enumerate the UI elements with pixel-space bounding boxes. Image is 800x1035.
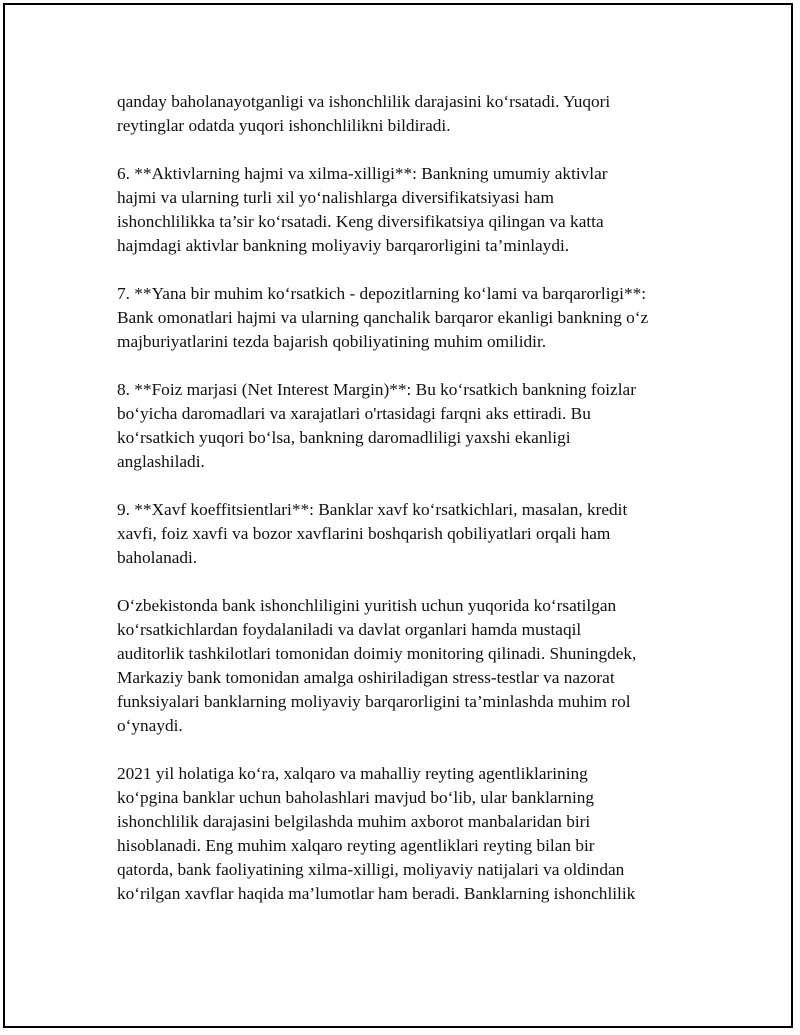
paragraph-assets-size-diversity: 6. **Aktivlarning hajmi va xilma-xilligi**: Bankning umumiy aktivlar hajmi va ularning turli xil yo‘nalishlarga diversifikatsiyasi ham ishonchlilikka ta’sir ko‘rsatadi. Keng diversifikatsiya qilingan va katta hajmdagi aktivlar bankning moliyaviy barqarorligini ta’minlaydi. [117,164,608,255]
paragraph-uzbekistan-monitoring: O‘zbekistonda bank ishonchliligini yuritish uchun yuqorida ko‘rsatilgan ko‘rsatkichlardan foydalaniladi va davlat organlari hamda mustaqil auditorlik tashkilotlari tomonidan doimiy monitoring qilinadi. Shuningdek, Markaziy bank tomonidan amalga oshiriladigan stress-testlar va nazorat funksiyalari banklarning moliyaviy barqarorligini ta’minlashda muhim rol o‘ynaydi. [117,596,637,735]
paragraph-rating-agencies-2021: 2021 yil holatiga ko‘ra, xalqaro va mahalliy reyting agentliklarining ko‘pgina banklar uchun baholashlari mavjud bo‘lib, ular banklarning ishonchlilik darajasini belgilashda muhim axborot manbalaridan biri hisoblanadi. Eng muhim xalqaro reyting agentliklari reyting bilan bir qatorda, bank faoliyatining xilma-xilligi, moliyaviy natijalari va oldindan ko‘rilgan xavflar haqida ma’lumotlar ham beradi. Banklarning ishonchlilik [117,764,636,903]
paragraph-risk-coefficients: 9. **Xavf koeffitsientlari**: Banklar xavf ko‘rsatkichlari, masalan, kredit xavfi, foiz xavfi va bozor xavflarini boshqarish qobiliyatlari orqali ham baholanadi. [117,500,628,567]
paragraph-deposits-stability: 7. **Yana bir muhim ko‘rsatkich - depozitlarning ko‘lami va barqarorligi**: Bank omonatlari hajmi va ularning qanchalik barqaror ekanligi bankning o‘z majburiyatlarini tezda bajarish qobiliyatining muhim omilidir. [117,284,649,351]
paragraph-net-interest-margin: 8. **Foiz marjasi (Net Interest Margin)**: Bu ko‘rsatkich bankning foizlar bo‘yicha daromadlari va xarajatlari o'rtasidagi farqni aks ettiradi. Bu ko‘rsatkich yuqori bo‘lsa, bankning daromadliligi yaxshi ekanligi anglashiladi. [117,380,636,471]
document-body [117,90,697,906]
paragraph-rating-continuation: qanday baholanayotganligi va ishonchlilik darajasini ko‘rsatadi. Yuqori reytinglar odatda yuqori ishonchlilikni bildiradi. [117,92,611,135]
